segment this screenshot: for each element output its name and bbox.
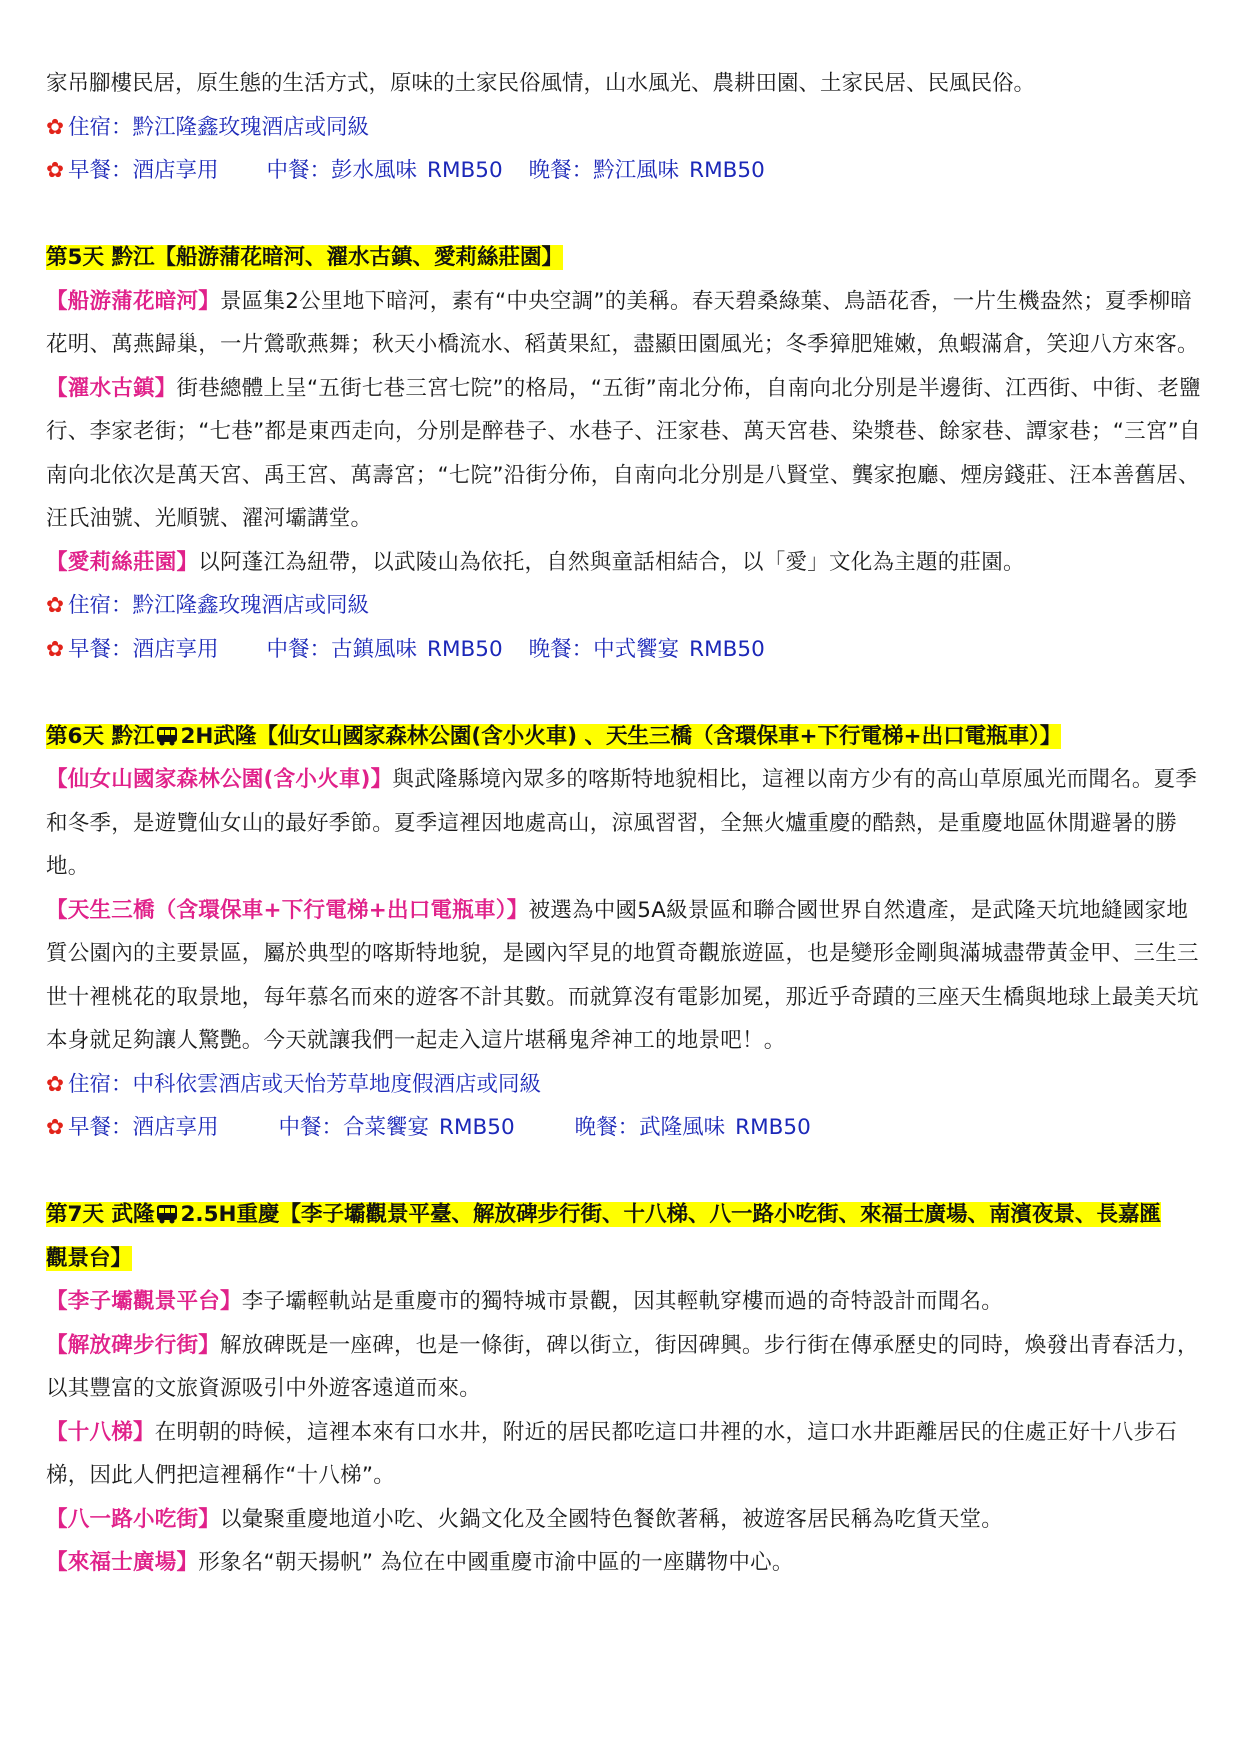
day5-stay: ✿ 住宿：黔江隆鑫玫瑰酒店或同級 [46, 593, 370, 618]
flower-icon: ✿ [46, 636, 65, 662]
flower-icon: ✿ [46, 1071, 65, 1097]
spot-name: 【八一路小吃街】 [46, 1506, 221, 1532]
day7-spot-3: 【十八梯】在明朝的時候，這裡本來有口水井，附近的居民都吃這口井裡的水，這口水井距離居民的住處正好十八步石梯，因此人們把這裡稱作“十八梯”。 [46, 1419, 1178, 1488]
day4-meals: ✿ 早餐：酒店享用 中餐：彭水風味 RMB50 晚餐：黔江風味 RMB50 [46, 158, 765, 183]
day7-spot-1: 【李子壩觀景平台】李子壩輕軌站是重慶市的獨特城市景觀，因其輕軌穿樓而過的奇特設計而聞名。 [46, 1289, 1004, 1314]
day5-title-block [46, 236, 1176, 280]
day6-meals: ✿ 早餐：酒店享用 中餐：合菜饗宴 RMB50 晚餐：武隆風味 RMB50 [46, 1115, 811, 1140]
spot-name: 【來福士廣場】 [46, 1550, 199, 1575]
flower-icon: ✿ [46, 593, 65, 618]
day4-stay: ✿ 住宿：黔江隆鑫玫瑰酒店或同級 [46, 114, 370, 140]
bus-icon [156, 726, 178, 746]
spot-name: 【船游蒲花暗河】 [46, 288, 221, 314]
day7-spot-5: 【來福士廣場】形象名“朝天揚帆” 為位在中國重慶市渝中區的一座購物中心。 [46, 1550, 794, 1575]
day5-title: 第5天 黔江【船游蒲花暗河、濯水古鎮、愛莉絲莊園】 [46, 245, 563, 270]
day7-spot-2: 【解放碑步行街】解放碑既是一座碑，也是一條街，碑以街立，街因碑興。步行街在傳承歷史的同時，煥發出青春活力，以其豐富的文旅資源吸引中外遊客遠道而來。 [46, 1332, 1199, 1401]
flower-icon: ✿ [46, 114, 65, 140]
day6-title-block [46, 715, 1176, 759]
spot-name: 【李子壩觀景平台】 [46, 1289, 242, 1314]
day6-stay: ✿ 住宿：中科依雲酒店或天怡芳草地度假酒店或同級 [46, 1071, 542, 1097]
day6-spot-2: 【天生三橋（含環保車+下行電梯+出口電瓶車）】被選為中國5A級景區和聯合國世界自然遺產，是武隆天坑地縫國家地質公園內的主要景區，屬於典型的喀斯特地貌，是國內罕見的地質奇觀旅遊區，也是變形金剛與滿城盡帶黃金甲、三生三世十裡桃花的取景地，每年慕名而來的遊客不計其數。而就算沒有電影加冕，那近乎奇蹟的三座天生橋與地球上最美天坑本身就足夠讓人驚艷。今天就讓我們一起走入這片堪稱鬼斧神工的地景吧！。 [46, 897, 1199, 1053]
day5-meals: ✿ 早餐：酒店享用 中餐：古鎮風味 RMB50 晚餐：中式饗宴 RMB50 [46, 636, 765, 662]
spot-name: 【愛莉絲莊園】 [46, 549, 199, 575]
flower-icon: ✿ [46, 1115, 65, 1140]
day6-title: 第6天 黔江 2H武隆【仙女山國家森林公園(含小火車) 、天生三橋（含環保車+下行電梯+出口電瓶車）】 [46, 723, 1062, 749]
day7-spot-4: 【八一路小吃街】以彙聚重慶地道小吃、火鍋文化及全國特色餐飲著稱，被遊客居民稱為吃貨天堂。 [46, 1506, 1004, 1532]
spot-name: 【仙女山國家森林公園(含小火車)】 [46, 767, 393, 792]
day6-spot-1: 【仙女山國家森林公園(含小火車)】與武隆縣境內眾多的喀斯特地貌相比，這裡以南方少有的高山草原風光而聞名。夏季和冬季，是遊覽仙女山的最好季節。夏季這裡因地處高山，涼風習習，全無火爐重慶的酷熱，是重慶地區休閒避暑的勝地。 [46, 767, 1198, 879]
day5-spot-1: 【船游蒲花暗河】景區集2公里地下暗河，素有“中央空調”的美稱。春天碧桑綠葉、鳥語花香，一片生機盎然；夏季柳暗花明、萬燕歸巢，一片鶯歌燕舞；秋天小橋流水、稻黃果紅，盡顯田園風光；冬季獐肥雉嫩，魚蝦滿倉，笑迎八方來客。 [46, 288, 1199, 357]
spot-name: 【天生三橋（含環保車+下行電梯+出口電瓶車）】 [46, 897, 529, 923]
flower-icon: ✿ [46, 158, 65, 183]
intro-line: 家吊腳樓民居，原生態的生活方式，原味的土家民俗風情，山水風光、農耕田園、土家民居、民風民俗。 [46, 71, 1036, 96]
spot-name: 【濯水古鎮】 [46, 375, 177, 401]
day7-title: 第7天 武隆 2.5H重慶【李子壩觀景平臺、解放碑步行街、十八梯、八一路小吃街、來福士廣場、南濱夜景、長嘉匯觀景台】 [46, 1202, 1162, 1271]
spot-name: 【十八梯】 [46, 1419, 155, 1445]
day5-spot-2: 【濯水古鎮】街巷總體上呈“五街七巷三宮七院”的格局，“五街”南北分佈，自南向北分別是半邊街、江西街、中街、老鹽行、李家老街；“七巷”都是東西走向，分別是醉巷子、水巷子、汪家巷、萬天宮巷、染漿巷、餘家巷、譚家巷；“三宮”自南向北依次是萬天宮、禹王宮、萬壽宮；“七院”沿街分佈，自南向北分別是八賢堂、龔家抱廳、煙房錢莊、汪本善舊居、汪氏油號、光順號、濯河壩講堂。 [46, 375, 1201, 531]
itinerary-content [46, 62, 1206, 1585]
bus-icon [156, 1204, 178, 1224]
day7-title-block [46, 1193, 1176, 1280]
spot-name: 【解放碑步行街】 [46, 1332, 221, 1358]
day5-spot-3: 【愛莉絲莊園】以阿蓬江為紐帶，以武陵山為依托，自然與童話相結合，以「愛」文化為主題的莊園。 [46, 549, 1025, 575]
